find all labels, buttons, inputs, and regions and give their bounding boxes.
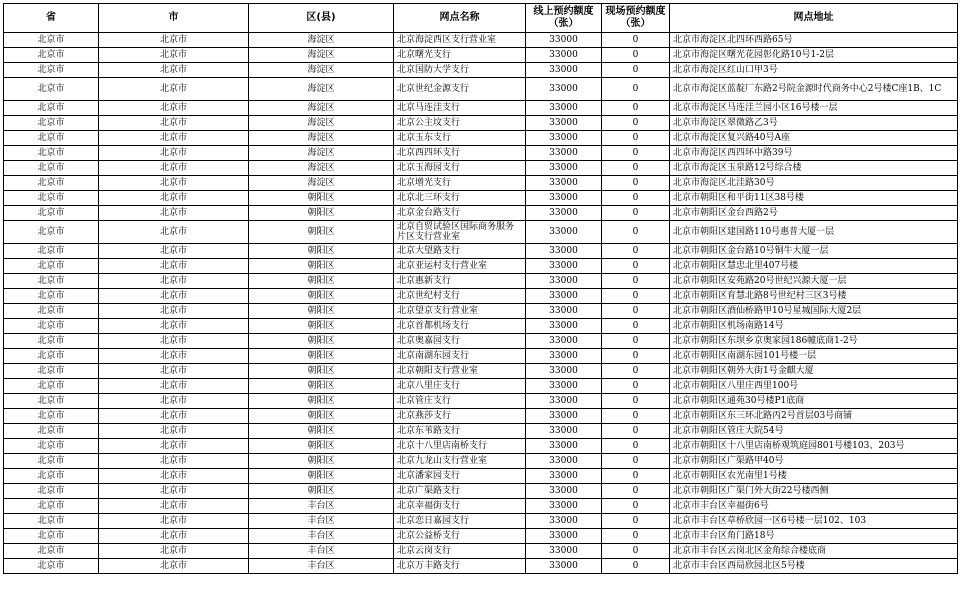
- cell-branch: 北京幸福街支行: [394, 499, 526, 514]
- table-row: [4, 349, 958, 364]
- cell-online-quota: 33000: [526, 146, 602, 161]
- cell-province: 北京市: [4, 409, 99, 424]
- header-address: 网点地址: [670, 4, 958, 33]
- cell-city: 北京市: [99, 394, 249, 409]
- cell-city: 北京市: [99, 454, 249, 469]
- cell-onsite-quota: 0: [602, 304, 670, 319]
- cell-province: 北京市: [4, 514, 99, 529]
- cell-online-quota: 33000: [526, 63, 602, 78]
- cell-city: 北京市: [99, 364, 249, 379]
- cell-onsite-quota: 0: [602, 206, 670, 221]
- cell-online-quota: 33000: [526, 131, 602, 146]
- cell-district: 海淀区: [249, 176, 394, 191]
- cell-online-quota: 33000: [526, 544, 602, 559]
- cell-address: 北京市海淀区西四环中路39号: [670, 146, 958, 161]
- table-row: [4, 469, 958, 484]
- cell-onsite-quota: 0: [602, 221, 670, 244]
- cell-city: 北京市: [99, 48, 249, 63]
- cell-address: 北京市丰台区云岗北区金角综合楼底商: [670, 544, 958, 559]
- cell-onsite-quota: 0: [602, 349, 670, 364]
- cell-province: 北京市: [4, 484, 99, 499]
- cell-onsite-quota: 0: [602, 101, 670, 116]
- cell-city: 北京市: [99, 101, 249, 116]
- cell-district: 朝阳区: [249, 244, 394, 259]
- cell-address: 北京市朝阳区慧忠北里407号楼: [670, 259, 958, 274]
- cell-onsite-quota: 0: [602, 499, 670, 514]
- cell-onsite-quota: 0: [602, 33, 670, 48]
- cell-online-quota: 33000: [526, 116, 602, 131]
- cell-address: 北京市海淀区曙光花园彰化路10号1-2层: [670, 48, 958, 63]
- cell-address: 北京市朝阳区酒仙桥路甲10号星城国际大厦2层: [670, 304, 958, 319]
- table-row: [4, 514, 958, 529]
- cell-city: 北京市: [99, 33, 249, 48]
- cell-city: 北京市: [99, 289, 249, 304]
- table-row: [4, 191, 958, 206]
- header-city: 市: [99, 4, 249, 33]
- cell-city: 北京市: [99, 191, 249, 206]
- cell-district: 朝阳区: [249, 364, 394, 379]
- cell-onsite-quota: 0: [602, 131, 670, 146]
- cell-district: 朝阳区: [249, 289, 394, 304]
- cell-city: 北京市: [99, 116, 249, 131]
- cell-onsite-quota: 0: [602, 409, 670, 424]
- table-row: [4, 334, 958, 349]
- cell-city: 北京市: [99, 499, 249, 514]
- cell-province: 北京市: [4, 206, 99, 221]
- cell-branch: 北京亚运村支行营业室: [394, 259, 526, 274]
- cell-province: 北京市: [4, 33, 99, 48]
- cell-city: 北京市: [99, 221, 249, 244]
- table-row: [4, 244, 958, 259]
- cell-onsite-quota: 0: [602, 439, 670, 454]
- cell-district: 朝阳区: [249, 191, 394, 206]
- cell-district: 朝阳区: [249, 394, 394, 409]
- cell-address: 北京市丰台区草桥欣园一区6号楼一层102、103: [670, 514, 958, 529]
- table-row: [4, 409, 958, 424]
- cell-province: 北京市: [4, 221, 99, 244]
- cell-province: 北京市: [4, 559, 99, 574]
- cell-branch: 北京马连洼支行: [394, 101, 526, 116]
- cell-onsite-quota: 0: [602, 544, 670, 559]
- cell-online-quota: 33000: [526, 244, 602, 259]
- cell-city: 北京市: [99, 259, 249, 274]
- cell-district: 丰台区: [249, 544, 394, 559]
- cell-branch: 北京金台路支行: [394, 206, 526, 221]
- cell-district: 海淀区: [249, 78, 394, 101]
- cell-province: 北京市: [4, 424, 99, 439]
- cell-online-quota: 33000: [526, 161, 602, 176]
- cell-city: 北京市: [99, 176, 249, 191]
- table-row: [4, 454, 958, 469]
- cell-onsite-quota: 0: [602, 514, 670, 529]
- cell-onsite-quota: 0: [602, 289, 670, 304]
- cell-online-quota: 33000: [526, 349, 602, 364]
- cell-branch: 北京首都机场支行: [394, 319, 526, 334]
- cell-online-quota: 33000: [526, 454, 602, 469]
- cell-district: 海淀区: [249, 33, 394, 48]
- table-row: [4, 439, 958, 454]
- cell-city: 北京市: [99, 304, 249, 319]
- header-district: 区(县): [249, 4, 394, 33]
- cell-branch: 北京世纪村支行: [394, 289, 526, 304]
- cell-online-quota: 33000: [526, 514, 602, 529]
- cell-district: 朝阳区: [249, 409, 394, 424]
- cell-online-quota: 33000: [526, 274, 602, 289]
- cell-branch: 北京北三环支行: [394, 191, 526, 206]
- table-row: [4, 394, 958, 409]
- cell-district: 海淀区: [249, 101, 394, 116]
- cell-online-quota: 33000: [526, 364, 602, 379]
- table-row: [4, 304, 958, 319]
- cell-address: 北京市朝阳区南湖东园101号楼一层: [670, 349, 958, 364]
- cell-address: 北京市朝阳区朝外大街1号金麒大厦: [670, 364, 958, 379]
- table-row: [4, 78, 958, 101]
- cell-address: 北京市朝阳区机场南路14号: [670, 319, 958, 334]
- cell-district: 丰台区: [249, 529, 394, 544]
- cell-online-quota: 33000: [526, 304, 602, 319]
- cell-onsite-quota: 0: [602, 48, 670, 63]
- cell-city: 北京市: [99, 469, 249, 484]
- cell-onsite-quota: 0: [602, 244, 670, 259]
- cell-branch: 北京玉东支行: [394, 131, 526, 146]
- cell-province: 北京市: [4, 191, 99, 206]
- cell-address: 北京市朝阳区安苑路20号世纪兴源大厦一层: [670, 274, 958, 289]
- branch-quota-table: [3, 3, 958, 574]
- cell-city: 北京市: [99, 559, 249, 574]
- cell-branch: 北京管庄支行: [394, 394, 526, 409]
- cell-online-quota: 33000: [526, 409, 602, 424]
- cell-district: 朝阳区: [249, 439, 394, 454]
- cell-branch: 北京东苇路支行: [394, 424, 526, 439]
- cell-address: 北京市朝阳区通苑30号楼P1底商: [670, 394, 958, 409]
- table-row: [4, 499, 958, 514]
- cell-branch: 北京惠新支行: [394, 274, 526, 289]
- cell-online-quota: 33000: [526, 101, 602, 116]
- cell-onsite-quota: 0: [602, 259, 670, 274]
- cell-district: 朝阳区: [249, 349, 394, 364]
- cell-province: 北京市: [4, 101, 99, 116]
- cell-branch: 北京万丰路支行: [394, 559, 526, 574]
- cell-online-quota: 33000: [526, 469, 602, 484]
- cell-district: 朝阳区: [249, 484, 394, 499]
- cell-onsite-quota: 0: [602, 146, 670, 161]
- cell-city: 北京市: [99, 334, 249, 349]
- cell-onsite-quota: 0: [602, 191, 670, 206]
- cell-city: 北京市: [99, 161, 249, 176]
- cell-branch: 北京望京支行营业室: [394, 304, 526, 319]
- cell-address: 北京市朝阳区管庄大院54号: [670, 424, 958, 439]
- cell-onsite-quota: 0: [602, 469, 670, 484]
- table-row: [4, 221, 958, 244]
- cell-branch: 北京恋日嘉园支行: [394, 514, 526, 529]
- cell-province: 北京市: [4, 469, 99, 484]
- cell-branch: 北京玉海园支行: [394, 161, 526, 176]
- table-row: [4, 131, 958, 146]
- cell-address: 北京市海淀区翠微路乙3号: [670, 116, 958, 131]
- cell-onsite-quota: 0: [602, 364, 670, 379]
- cell-address: 北京市朝阳区东坝乡京奥家园186幢底商1-2号: [670, 334, 958, 349]
- cell-province: 北京市: [4, 349, 99, 364]
- cell-city: 北京市: [99, 484, 249, 499]
- cell-online-quota: 33000: [526, 439, 602, 454]
- cell-province: 北京市: [4, 274, 99, 289]
- cell-address: 北京市海淀区北洼路30号: [670, 176, 958, 191]
- cell-branch: 北京世纪金源支行: [394, 78, 526, 101]
- cell-online-quota: 33000: [526, 221, 602, 244]
- cell-city: 北京市: [99, 244, 249, 259]
- cell-city: 北京市: [99, 274, 249, 289]
- cell-onsite-quota: 0: [602, 334, 670, 349]
- header-online-quota: 线上预约额度（张）: [526, 4, 602, 33]
- cell-address: 北京市朝阳区育慧北路8号世纪村三区3号楼: [670, 289, 958, 304]
- cell-address: 北京市朝阳区八里庄西里100号: [670, 379, 958, 394]
- cell-city: 北京市: [99, 206, 249, 221]
- cell-district: 丰台区: [249, 559, 394, 574]
- cell-address: 北京市丰台区幸福街6号: [670, 499, 958, 514]
- cell-branch: 北京自贸试验区国际商务服务片区支行营业室: [394, 221, 526, 244]
- cell-address: 北京市朝阳区和平街11区38号楼: [670, 191, 958, 206]
- table-row: [4, 116, 958, 131]
- cell-district: 朝阳区: [249, 206, 394, 221]
- cell-onsite-quota: 0: [602, 529, 670, 544]
- cell-province: 北京市: [4, 131, 99, 146]
- cell-branch: 北京公主坟支行: [394, 116, 526, 131]
- cell-district: 朝阳区: [249, 221, 394, 244]
- cell-online-quota: 33000: [526, 78, 602, 101]
- header-row: [4, 4, 958, 33]
- cell-address: 北京市海淀区玉泉路12号综合楼: [670, 161, 958, 176]
- cell-province: 北京市: [4, 304, 99, 319]
- cell-province: 北京市: [4, 259, 99, 274]
- table-row: [4, 559, 958, 574]
- cell-district: 海淀区: [249, 131, 394, 146]
- cell-online-quota: 33000: [526, 484, 602, 499]
- cell-branch: 北京曙光支行: [394, 48, 526, 63]
- table-row: [4, 274, 958, 289]
- cell-district: 海淀区: [249, 161, 394, 176]
- cell-address: 北京市朝阳区金台西路2号: [670, 206, 958, 221]
- cell-online-quota: 33000: [526, 424, 602, 439]
- cell-province: 北京市: [4, 394, 99, 409]
- cell-branch: 北京八里庄支行: [394, 379, 526, 394]
- cell-address: 北京市丰台区角门路18号: [670, 529, 958, 544]
- table-row: [4, 101, 958, 116]
- cell-city: 北京市: [99, 529, 249, 544]
- cell-province: 北京市: [4, 334, 99, 349]
- cell-address: 北京市朝阳区广渠路甲40号: [670, 454, 958, 469]
- cell-address: 北京市海淀区北四环西路65号: [670, 33, 958, 48]
- cell-district: 朝阳区: [249, 274, 394, 289]
- cell-address: 北京市海淀区红山口甲3号: [670, 63, 958, 78]
- cell-district: 丰台区: [249, 499, 394, 514]
- table-row: [4, 289, 958, 304]
- table-row: [4, 63, 958, 78]
- cell-city: 北京市: [99, 379, 249, 394]
- cell-address: 北京市海淀区复兴路40号A座: [670, 131, 958, 146]
- cell-branch: 北京奥嘉园支行: [394, 334, 526, 349]
- cell-online-quota: 33000: [526, 33, 602, 48]
- cell-address: 北京市朝阳区东三环北路丙2号首层03号商铺: [670, 409, 958, 424]
- cell-online-quota: 33000: [526, 529, 602, 544]
- cell-online-quota: 33000: [526, 394, 602, 409]
- cell-branch: 北京公益桥支行: [394, 529, 526, 544]
- cell-province: 北京市: [4, 176, 99, 191]
- cell-branch: 北京广渠路支行: [394, 484, 526, 499]
- header-branch: 网点名称: [394, 4, 526, 33]
- cell-district: 海淀区: [249, 146, 394, 161]
- cell-district: 海淀区: [249, 48, 394, 63]
- cell-branch: 北京燕莎支行: [394, 409, 526, 424]
- cell-online-quota: 33000: [526, 559, 602, 574]
- cell-province: 北京市: [4, 63, 99, 78]
- cell-online-quota: 33000: [526, 176, 602, 191]
- cell-district: 朝阳区: [249, 334, 394, 349]
- cell-province: 北京市: [4, 319, 99, 334]
- cell-onsite-quota: 0: [602, 559, 670, 574]
- cell-online-quota: 33000: [526, 334, 602, 349]
- table-row: [4, 484, 958, 499]
- table-row: [4, 206, 958, 221]
- table-row: [4, 529, 958, 544]
- table-row: [4, 48, 958, 63]
- quota-table-container: [3, 3, 957, 574]
- cell-branch: 北京国防大学支行: [394, 63, 526, 78]
- cell-onsite-quota: 0: [602, 394, 670, 409]
- cell-onsite-quota: 0: [602, 454, 670, 469]
- table-row: [4, 544, 958, 559]
- table-row: [4, 161, 958, 176]
- cell-onsite-quota: 0: [602, 379, 670, 394]
- table-header: [4, 4, 958, 33]
- cell-province: 北京市: [4, 161, 99, 176]
- cell-address: 北京市丰台区西局欣园北区5号楼: [670, 559, 958, 574]
- cell-branch: 北京九龙山支行营业室: [394, 454, 526, 469]
- cell-online-quota: 33000: [526, 48, 602, 63]
- cell-onsite-quota: 0: [602, 116, 670, 131]
- cell-branch: 北京十八里店南桥支行: [394, 439, 526, 454]
- cell-province: 北京市: [4, 244, 99, 259]
- cell-city: 北京市: [99, 319, 249, 334]
- header-onsite-quota: 现场预约额度（张）: [602, 4, 670, 33]
- cell-province: 北京市: [4, 379, 99, 394]
- table-row: [4, 33, 958, 48]
- cell-online-quota: 33000: [526, 206, 602, 221]
- cell-province: 北京市: [4, 116, 99, 131]
- cell-branch: 北京大望路支行: [394, 244, 526, 259]
- cell-province: 北京市: [4, 289, 99, 304]
- cell-branch: 北京海淀西区支行营业室: [394, 33, 526, 48]
- cell-onsite-quota: 0: [602, 274, 670, 289]
- cell-online-quota: 33000: [526, 319, 602, 334]
- cell-city: 北京市: [99, 424, 249, 439]
- cell-province: 北京市: [4, 454, 99, 469]
- cell-online-quota: 33000: [526, 379, 602, 394]
- cell-city: 北京市: [99, 146, 249, 161]
- cell-city: 北京市: [99, 409, 249, 424]
- cell-province: 北京市: [4, 439, 99, 454]
- cell-district: 海淀区: [249, 63, 394, 78]
- cell-district: 朝阳区: [249, 259, 394, 274]
- cell-onsite-quota: 0: [602, 63, 670, 78]
- cell-city: 北京市: [99, 349, 249, 364]
- cell-branch: 北京云岗支行: [394, 544, 526, 559]
- table-row: [4, 364, 958, 379]
- cell-city: 北京市: [99, 63, 249, 78]
- cell-online-quota: 33000: [526, 259, 602, 274]
- cell-province: 北京市: [4, 529, 99, 544]
- cell-address: 北京市朝阳区建国路110号惠普大厦一层: [670, 221, 958, 244]
- cell-city: 北京市: [99, 544, 249, 559]
- cell-district: 朝阳区: [249, 424, 394, 439]
- cell-address: 北京市朝阳区十八里店南桥观筑庭园801号楼103、203号: [670, 439, 958, 454]
- cell-branch: 北京西四环支行: [394, 146, 526, 161]
- cell-province: 北京市: [4, 544, 99, 559]
- cell-address: 北京市朝阳区农光南里1号楼: [670, 469, 958, 484]
- cell-district: 朝阳区: [249, 454, 394, 469]
- cell-city: 北京市: [99, 439, 249, 454]
- cell-district: 朝阳区: [249, 469, 394, 484]
- cell-city: 北京市: [99, 514, 249, 529]
- cell-address: 北京市朝阳区广渠门外大街22号楼西侧: [670, 484, 958, 499]
- cell-onsite-quota: 0: [602, 161, 670, 176]
- cell-district: 丰台区: [249, 514, 394, 529]
- cell-onsite-quota: 0: [602, 484, 670, 499]
- cell-onsite-quota: 0: [602, 176, 670, 191]
- cell-online-quota: 33000: [526, 499, 602, 514]
- header-province: 省: [4, 4, 99, 33]
- cell-address: 北京市海淀区马连洼兰园小区16号楼一层: [670, 101, 958, 116]
- cell-online-quota: 33000: [526, 191, 602, 206]
- table-row: [4, 259, 958, 274]
- cell-province: 北京市: [4, 364, 99, 379]
- cell-online-quota: 33000: [526, 289, 602, 304]
- cell-province: 北京市: [4, 78, 99, 101]
- cell-city: 北京市: [99, 78, 249, 101]
- table-row: [4, 379, 958, 394]
- cell-onsite-quota: 0: [602, 424, 670, 439]
- cell-province: 北京市: [4, 499, 99, 514]
- table-row: [4, 424, 958, 439]
- cell-branch: 北京南湖东园支行: [394, 349, 526, 364]
- table-body: [4, 33, 958, 574]
- cell-district: 朝阳区: [249, 319, 394, 334]
- cell-branch: 北京潘家园支行: [394, 469, 526, 484]
- table-row: [4, 319, 958, 334]
- cell-address: 北京市朝阳区金台路10号铜牛大厦一层: [670, 244, 958, 259]
- cell-district: 朝阳区: [249, 379, 394, 394]
- table-row: [4, 146, 958, 161]
- cell-onsite-quota: 0: [602, 319, 670, 334]
- table-row: [4, 176, 958, 191]
- cell-onsite-quota: 0: [602, 78, 670, 101]
- cell-branch: 北京增光支行: [394, 176, 526, 191]
- cell-city: 北京市: [99, 131, 249, 146]
- cell-province: 北京市: [4, 48, 99, 63]
- cell-district: 朝阳区: [249, 304, 394, 319]
- cell-address: 北京市海淀区蓝靛厂东路2号院金源时代商务中心2号楼C座1B、1C: [670, 78, 958, 101]
- cell-province: 北京市: [4, 146, 99, 161]
- cell-branch: 北京朝阳支行营业室: [394, 364, 526, 379]
- cell-district: 海淀区: [249, 116, 394, 131]
